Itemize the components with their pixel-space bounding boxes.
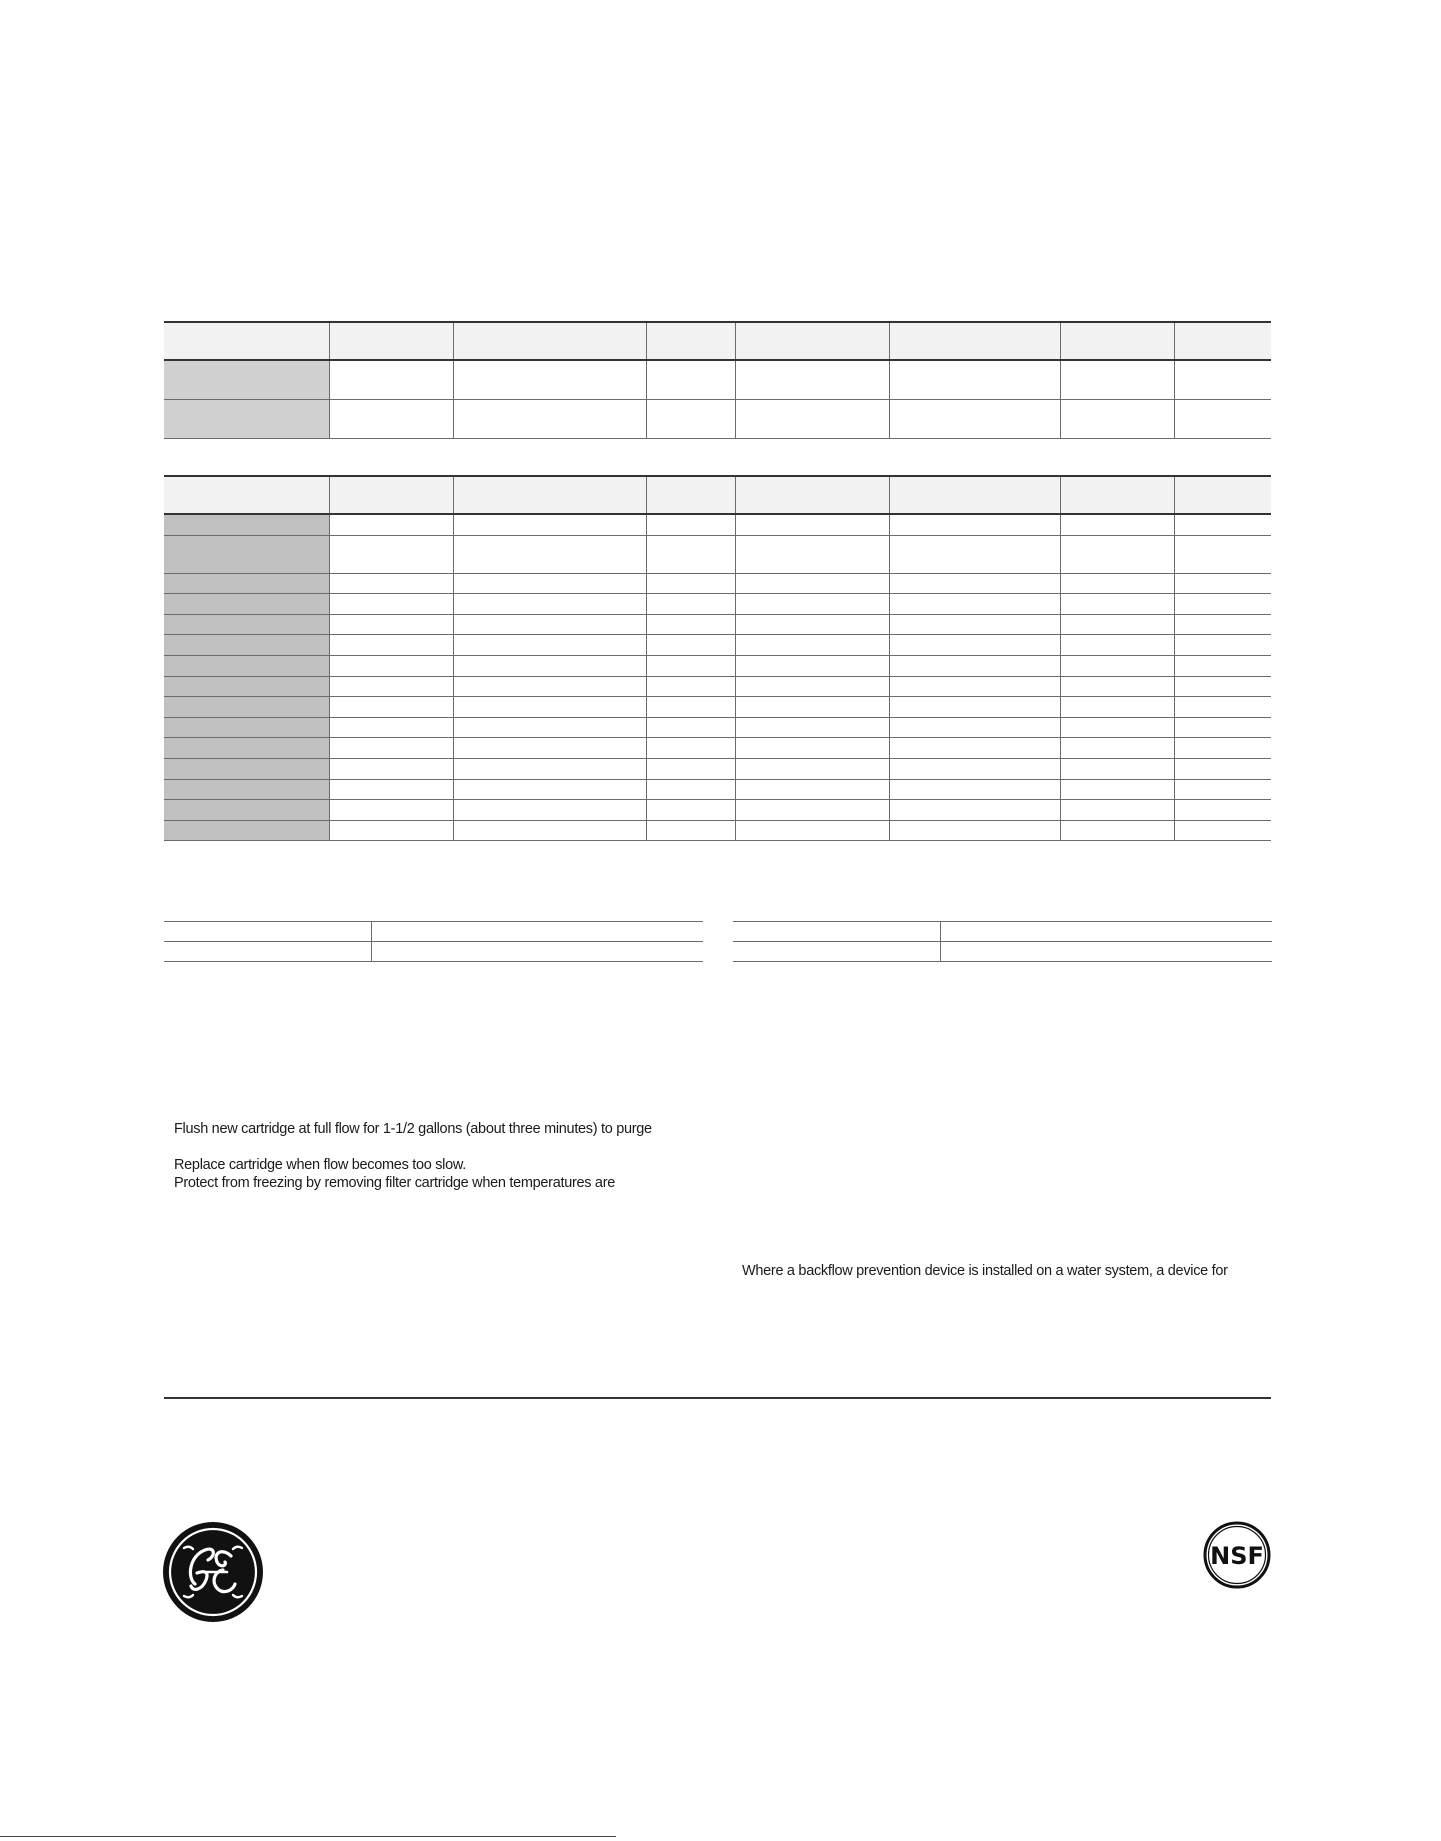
- spec-table-left: [164, 921, 703, 962]
- table-row: [164, 514, 1271, 535]
- table-header-row: [164, 476, 1271, 514]
- table-row: [164, 697, 1271, 718]
- table-row: [164, 573, 1271, 594]
- table-row: [164, 820, 1271, 841]
- table-row: [164, 717, 1271, 738]
- bottom-edge-line: [0, 1836, 616, 1837]
- freeze-protection-instruction: Protect from freezing by removing filter cartridge when temperatures are: [174, 1175, 615, 1191]
- nsf-mark-icon: [1202, 1520, 1272, 1590]
- spec-table-right: [733, 921, 1272, 962]
- table-row: [164, 779, 1271, 800]
- ge-logo-icon: [161, 1520, 265, 1624]
- table-row: [164, 535, 1271, 573]
- table-row: [164, 635, 1271, 656]
- table-row: [164, 758, 1271, 779]
- footer-divider: [164, 1397, 1271, 1399]
- table-header-row: [164, 322, 1271, 360]
- table-row: [733, 922, 1272, 942]
- table-row: [164, 942, 703, 962]
- table-row: [164, 400, 1271, 439]
- flush-instruction: Flush new cartridge at full flow for 1-1/2 gallons (about three minutes) to purge: [174, 1121, 652, 1137]
- nsf-mark-text: NSF: [1210, 1542, 1264, 1570]
- table-row: [164, 360, 1271, 400]
- backflow-warning: Where a backflow prevention device is installed on a water system, a device for: [742, 1263, 1228, 1279]
- table-row: [164, 676, 1271, 697]
- table-row: [733, 942, 1272, 962]
- table-row: [164, 738, 1271, 759]
- replace-instruction: Replace cartridge when flow becomes too slow.: [174, 1157, 466, 1173]
- table-row: [164, 614, 1271, 635]
- table-row: [164, 800, 1271, 821]
- performance-table-1: [164, 321, 1271, 439]
- table-row: [164, 655, 1271, 676]
- table-row: [164, 594, 1271, 615]
- table-row: [164, 922, 703, 942]
- performance-table-2: [164, 475, 1271, 841]
